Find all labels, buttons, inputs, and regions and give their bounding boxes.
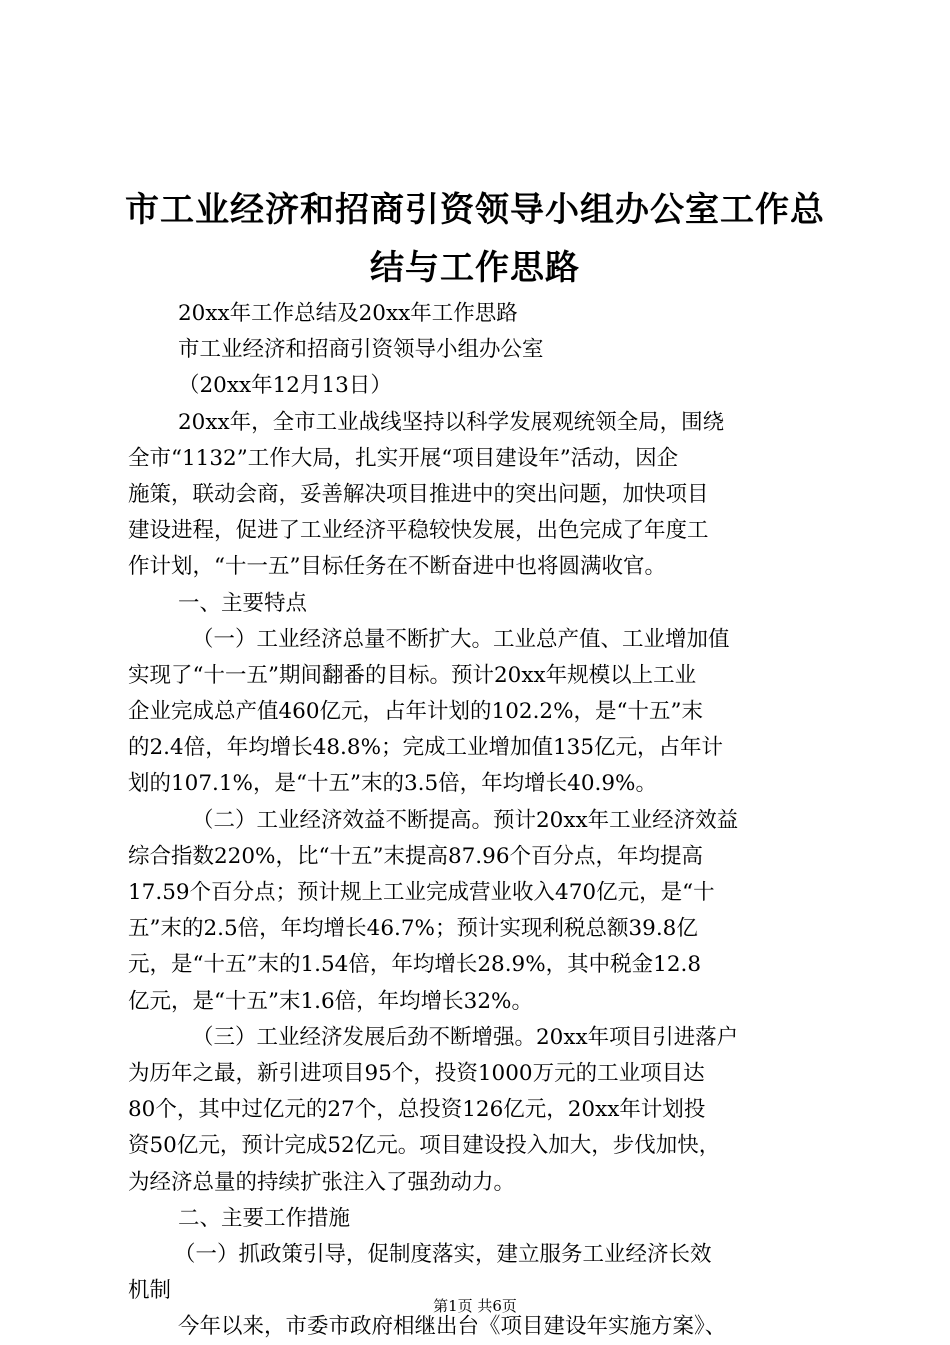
paragraph-line: 今年以来，市委市政府相继出台《项目建设年实施方案》、 (178, 1314, 727, 1340)
subtitle-line: 20xx年工作总结及20xx年工作思路 (178, 301, 518, 326)
paragraph-line: 80个，其中过亿元的27个，总投资126亿元，20xx年计划投 (128, 1097, 706, 1123)
paragraph-line: 为经济总量的持续扩张注入了强劲动力。 (128, 1169, 516, 1195)
section-heading: 二、主要工作措施 (178, 1205, 351, 1231)
section-heading: 一、主要特点 (178, 590, 308, 616)
paragraph-line: 实现了“十一五”期间翻番的目标。预计20xx年规模以上工业 (128, 662, 697, 688)
paragraph-line: （三）工业经济发展后劲不断增强。20xx年项目引进落户 (192, 1024, 739, 1050)
paragraph-line: 17.59个百分点；预计规上工业完成营业收入470亿元，是“十 (128, 880, 715, 905)
paragraph-line: 作计划，“十一五”目标任务在不断奋进中也将圆满收官。 (128, 554, 666, 580)
paragraph-line: 为历年之最，新引进项目95个，投资1000万元的工业项目达 (128, 1060, 705, 1086)
paragraph-line: 综合指数220%，比“十五”末提高87.96个百分点，年均提高 (128, 843, 704, 869)
document-body (128, 296, 840, 1345)
paragraph-line: 建设进程，促进了工业经济平稳较快发展，出色完成了年度工 (128, 518, 709, 544)
paragraph-line: 亿元，是“十五”末1.6倍，年均增长32%。 (128, 988, 533, 1014)
paragraph-line: 元，是“十五”末的1.54倍，年均增长28.9%，其中税金12.8 (128, 952, 702, 978)
paragraph-line: 施策，联动会商，妥善解决项目推进中的突出问题，加快项目 (128, 481, 709, 507)
paragraph-line: 企业完成总产值460亿元，占年计划的102.2%，是“十五”末 (128, 699, 704, 725)
paragraph-line: （二）工业经济效益不断提高。预计20xx年工业经济效益 (192, 807, 739, 833)
paragraph-line: 划的107.1%，是“十五”末的3.5倍，年均增长40.9%。 (128, 771, 657, 797)
paragraph-line: 的2.4倍，年均增长48.8%；完成工业增加值135亿元，占年计 (128, 735, 724, 761)
paragraph-line: 资50亿元，预计完成52亿元。项目建设投入加大，步伐加快， (128, 1133, 721, 1159)
document-title-line-1: 市工业经济和招商引资领导小组办公室工作总 (125, 190, 825, 230)
paragraph-line: 五”末的2.5倍，年均增长46.7%；预计实现利税总额39.8亿 (128, 916, 698, 942)
paragraph-line: 20xx年，全市工业战线坚持以科学发展观统领全局，围绕 (178, 409, 725, 435)
subsection-heading: （一）抓政策引导，促制度落实，建立服务工业经济长效 (174, 1241, 712, 1267)
subsection-heading: 机制 (128, 1278, 172, 1304)
paragraph-line: （一）工业经济总量不断扩大。工业总产值、工业增加值 (192, 626, 730, 652)
date-line: （20xx年12月13日） (178, 373, 392, 399)
paragraph-line: 全市“1132”工作大局，扎实开展“项目建设年”活动，因企 (128, 445, 679, 471)
office-line: 市工业经济和招商引资领导小组办公室 (178, 337, 544, 363)
page-number-footer: 第1页 共6页 (433, 1297, 517, 1315)
document-title-line-2: 结与工作思路 (370, 248, 580, 288)
